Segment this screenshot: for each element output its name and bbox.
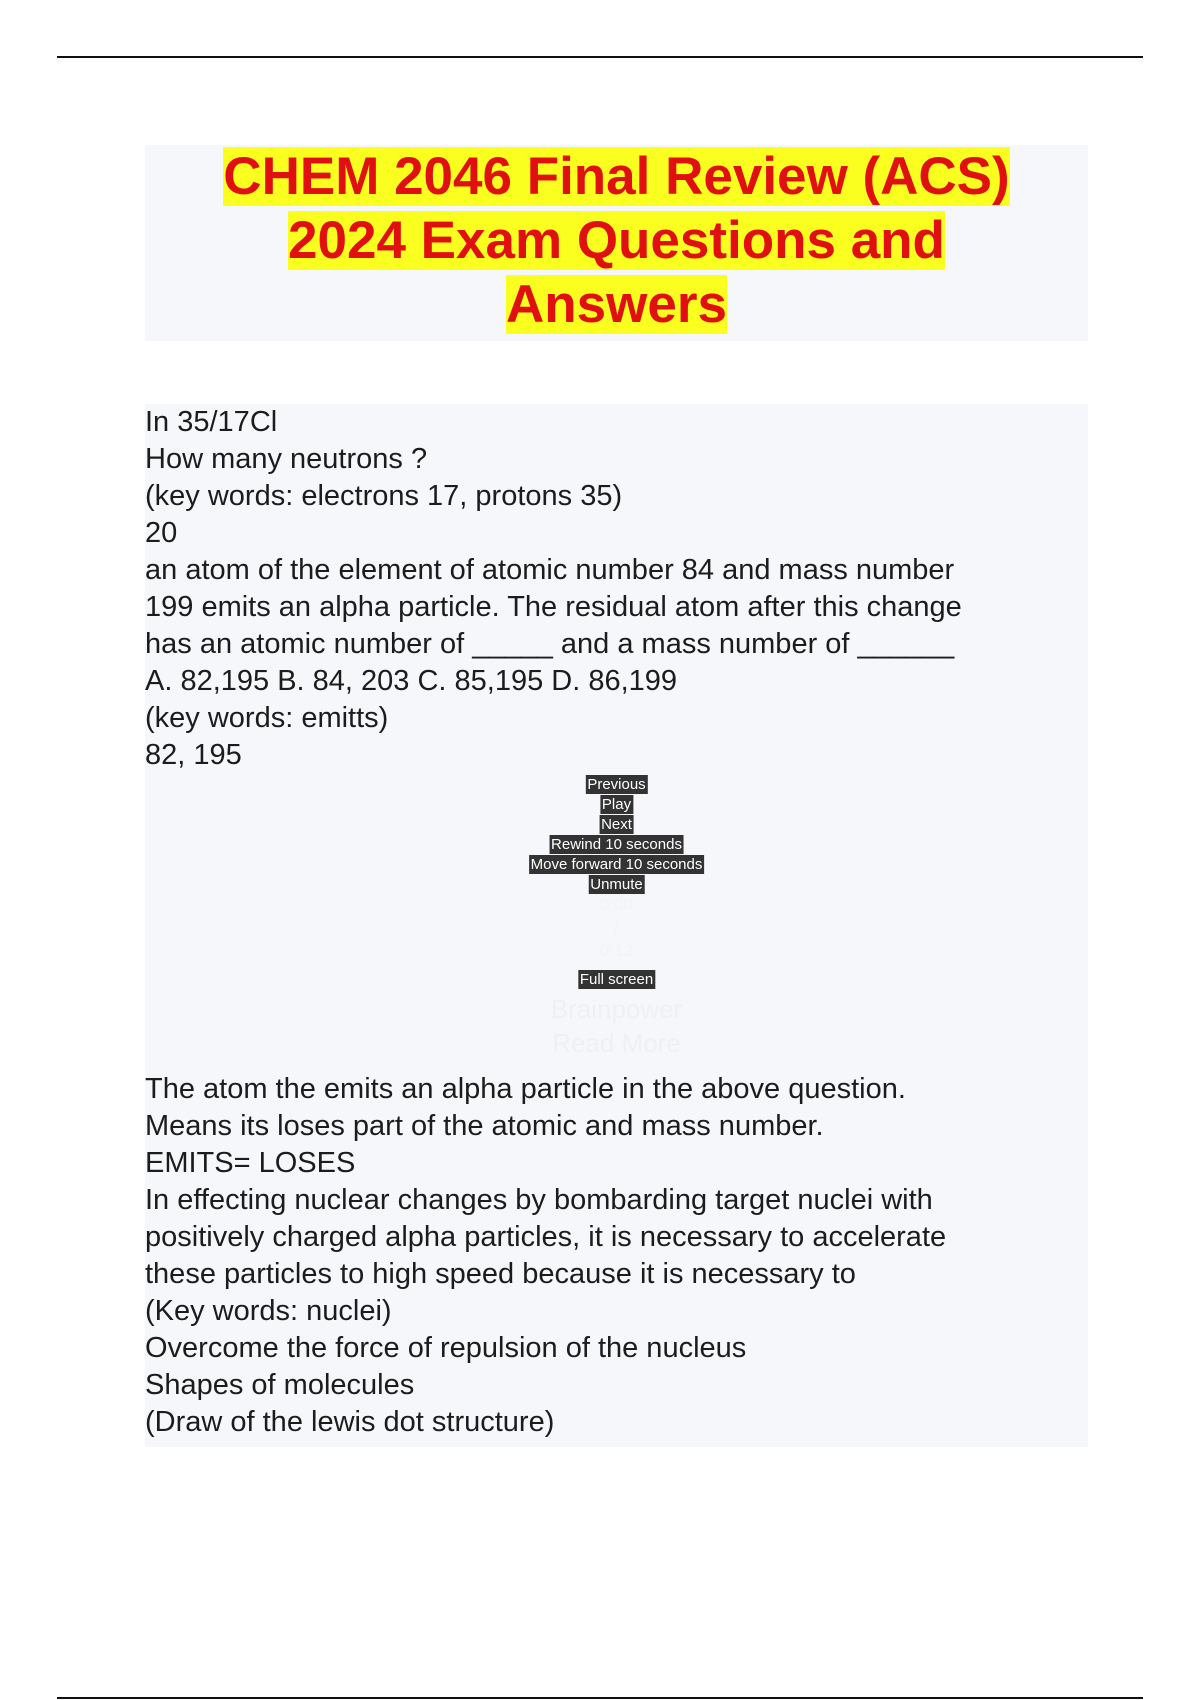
play-button[interactable]: Play bbox=[601, 796, 632, 813]
text-line: 199 emits an alpha particle. The residual atom after this change bbox=[145, 591, 962, 623]
title-banner bbox=[145, 145, 1088, 341]
text-line: The atom the emits an alpha particle in the above question. bbox=[145, 1073, 906, 1105]
text-line: has an atomic number of _____ and a mass number of ______ bbox=[145, 628, 955, 660]
content-area bbox=[145, 404, 1088, 1447]
text-line: A. 82,195 B. 84, 203 C. 85,195 D. 86,199 bbox=[145, 665, 678, 697]
text-line: 20 bbox=[145, 517, 178, 549]
text-line: (key words: emitts) bbox=[145, 702, 389, 734]
text-line: In 35/17Cl bbox=[145, 406, 278, 438]
text-line: positively charged alpha particles, it is necessary to accelerate bbox=[145, 1221, 947, 1253]
text-line: EMITS= LOSES bbox=[145, 1147, 356, 1179]
forward-button[interactable]: Move forward 10 seconds bbox=[530, 856, 703, 873]
text-line: In effecting nuclear changes by bombarding target nuclei with bbox=[145, 1184, 933, 1216]
text-line: Means its loses part of the atomic and mass number. bbox=[145, 1110, 824, 1142]
next-button[interactable]: Next bbox=[601, 816, 632, 833]
bottom-divider bbox=[57, 1697, 1143, 1699]
text-line: 82, 195 bbox=[145, 739, 242, 771]
unmute-button[interactable]: Unmute bbox=[590, 876, 643, 893]
text-line: (Key words: nuclei) bbox=[145, 1295, 392, 1327]
document-title: CHEM 2046 Final Review (ACS) 2024 Exam Questions and Answers bbox=[223, 147, 1010, 334]
top-divider bbox=[57, 56, 1143, 58]
text-line: (key words: electrons 17, protons 35) bbox=[145, 480, 623, 512]
text-line: Shapes of molecules bbox=[145, 1369, 415, 1401]
read-more-link[interactable]: Read More bbox=[552, 1028, 681, 1058]
text-line: Overcome the force of repulsion of the nucleus bbox=[145, 1332, 747, 1364]
brand-label: Brainpower bbox=[550, 994, 683, 1024]
text-line: an atom of the element of atomic number 84 and mass number bbox=[145, 554, 955, 586]
previous-button[interactable]: Previous bbox=[587, 776, 646, 793]
current-time: 0:00 bbox=[599, 895, 634, 914]
text-line: these particles to high speed because it is necessary to bbox=[145, 1258, 856, 1290]
time-separator: / bbox=[614, 918, 619, 937]
rewind-button[interactable]: Rewind 10 seconds bbox=[551, 836, 682, 853]
text-line: How many neutrons ? bbox=[145, 443, 428, 475]
fullscreen-button[interactable]: Full screen bbox=[579, 971, 654, 988]
total-time: 0:12 bbox=[599, 941, 634, 960]
text-line: (Draw of the lewis dot structure) bbox=[145, 1406, 555, 1438]
